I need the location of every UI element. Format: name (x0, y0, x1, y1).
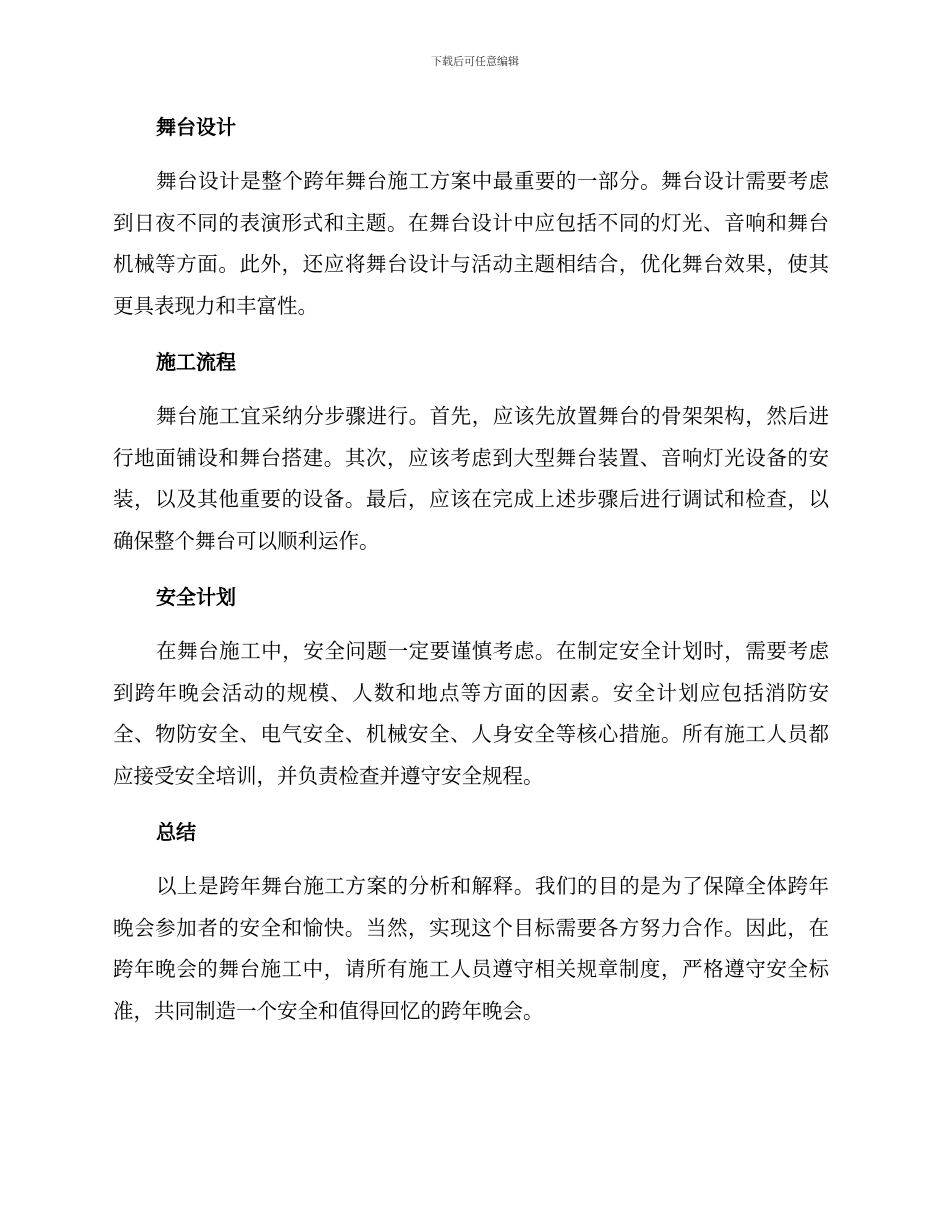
section-heading: 总结 (156, 820, 196, 844)
document-body (113, 106, 829, 1046)
section-heading: 安全计划 (156, 585, 236, 609)
section-construction-process (113, 341, 829, 562)
section-stage-design (113, 106, 829, 327)
section-summary (113, 811, 829, 1032)
section-safety-plan (113, 576, 829, 797)
section-paragraph: 在舞台施工中，安全问题一定要谨慎考虑。在制定安全计划时，需要考虑到跨年晚会活动的规模、人数和地点等方面的因素。安全计划应包括消防安全、物防安全、电气安全、机械安全、人身安全等核心措施。所有施工人员都应接受安全培训，并负责检查并遵守安全规程。 (113, 639, 829, 788)
section-paragraph: 舞台施工宜采纳分步骤进行。首先，应该先放置舞台的骨架架构，然后进行地面铺设和舞台搭建。其次，应该考虑到大型舞台装置、音响灯光设备的安装，以及其他重要的设备。最后，应该在完成上述步骤后进行调试和检查，以确保整个舞台可以顺利运作。 (113, 404, 829, 553)
page-header-note: 下载后可任意编辑 (431, 55, 519, 68)
section-paragraph: 以上是跨年舞台施工方案的分析和解释。我们的目的是为了保障全体跨年晚会参加者的安全和愉快。当然，实现这个目标需要各方努力合作。因此，在跨年晚会的舞台施工中，请所有施工人员遵守相关规章制度，严格遵守安全标准，共同制造一个安全和值得回忆的跨年晚会。 (113, 874, 829, 1023)
section-paragraph: 舞台设计是整个跨年舞台施工方案中最重要的一部分。舞台设计需要考虑到日夜不同的表演形式和主题。在舞台设计中应包括不同的灯光、音响和舞台机械等方面。此外，还应将舞台设计与活动主题相结合，优化舞台效果，使其更具表现力和丰富性。 (113, 169, 829, 318)
section-heading: 施工流程 (156, 350, 236, 374)
section-heading: 舞台设计 (156, 115, 236, 139)
